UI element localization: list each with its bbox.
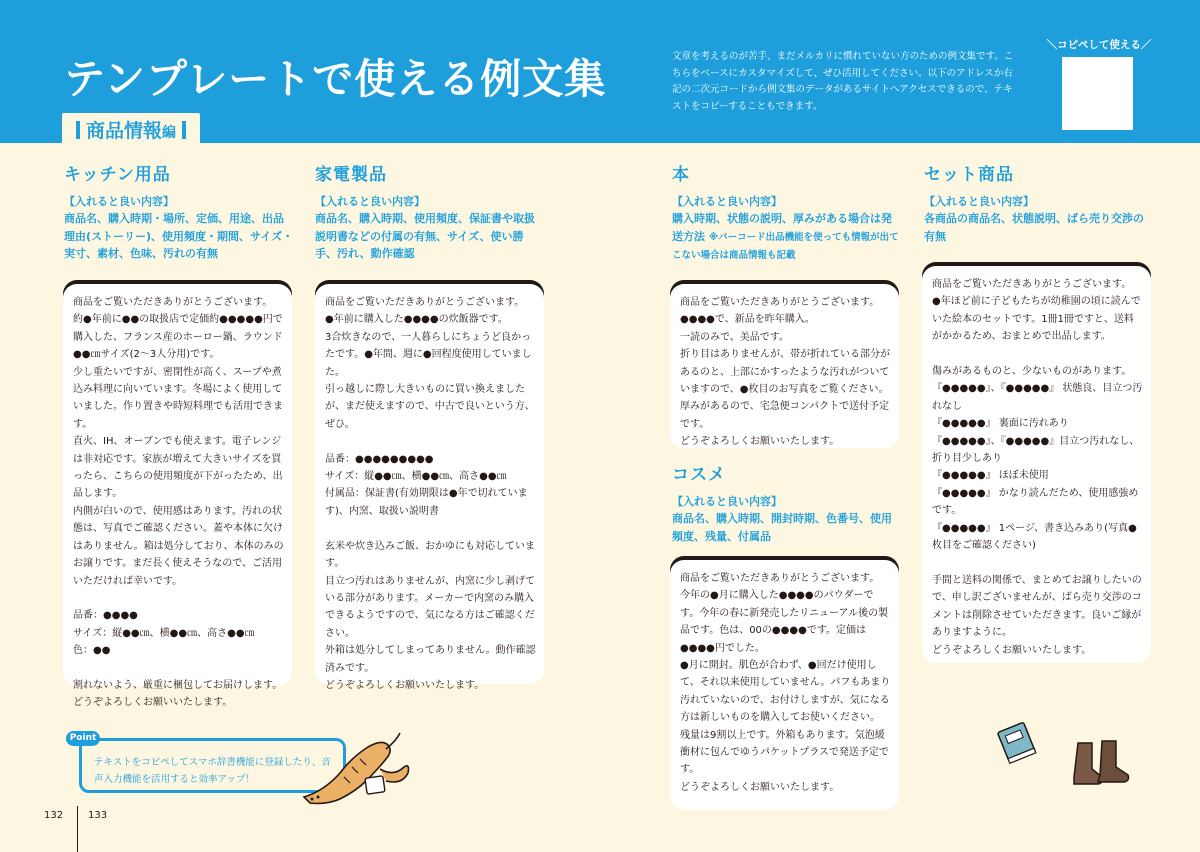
set-req-label: 【入れると良い内容】 [924,195,1034,208]
copy-label: ＼コピペして使える／ [1046,39,1152,51]
book-illustration [994,718,1040,764]
point-text: テキストをコピペしてスマホ辞書機能に登録したり、音声入力機能を活用すると効率アップ！ [94,757,331,785]
intro-text: 文章を考えるのが苦手、まだメルカリに慣れていない方のための例文集です。こちらをベースにカスタマイズして、ぜひ活用してください。以下のアドレスか右記の二次元コードから例文集のデータがあるサイトへアクセスできるので、テキストをコピーすることもできます。 [672,51,1014,112]
book-example-text: 商品をご覧いただきありがとうございます。 ●●●●で、新品を昨年購入。 一読のみで、美品です。 折り目はありませんが、帯が折れている部分があるのと、上部にかすったような汚れがついていますので、●枚目のお写真をご覧ください。厚みがあるので、宅急便コンパクトで送付予定です。 どうぞよろしくお願いいたします。 [680,297,890,448]
book-req-label: 【入れると良い内容】 [672,195,782,208]
set-title: セット商品 [924,165,1014,185]
appliance-example-card [315,284,544,691]
book-req-note: ※バーコード出品機能を使っても情報が出てこない場合は商品情報も記載 [672,231,899,261]
appliance-section [315,160,545,263]
set-section [924,160,1154,245]
subtitle-bar-left [76,121,80,139]
book-title: 本 [672,165,690,185]
kitchen-section [64,160,294,263]
kitchen-req-text: 商品名、購入時期・場所、定価、用途、出品理由(ストーリー)、使用頻度・期間、サイズ・実寸、素材、色味、汚れの有無 [64,212,294,260]
boots-illustration [1070,739,1132,789]
stretching-cat-illustration [296,729,421,809]
cosme-example-card [670,560,899,810]
section-subtitle [62,113,200,143]
subtitle-text: 商品情報 [86,120,163,142]
page-divider [77,806,78,852]
set-example-text: 商品をご覧いただきありがとうございます。 ●年ほど前に子どもたちが幼稚園の頃に読んでいた絵本のセットです。1冊1冊ですと、送料がかかるため、おまとめで出品します。 傷みがあるものと、少ないものがあります。 『●●●●●』、『●●●●●』 状態良、目立つ汚れなし 『●●●●●』 裏面に汚れあり 『●●●●●』、『●●●●●』目立つ汚れなし、折り目少しあり 『●●●●●』 ほぼ未使用 『●●●●●』 かなり読んだため、使用感強めです。 『●●●●●』 1ページ、書き込みあり(写真●枚目をご確認ください) 手間と送料の関係で、まとめてお譲りしたいので、申し訳ございませんが、ばら売り交渉のコメントは削除させていただきます。良いご縁がありますように。 どうぞよろしくお願いいたします。 [932,279,1143,656]
cosme-example-text: 商品をご覧いただきありがとうございます。 今年の●月に購入した●●●●のパウダーです。今年の春に新発売したリニューアル後の製品です。色は、00の●●●●です。定価は●●●●円でした。 ●月に開封。肌色が合わず、●回だけ使用して、それ以来使用していません。パフもあまり汚れていないので、お付けしますが、気になる方は新しいものを購入してお使いください。 残量は9割以上です。外箱もあります。気泡緩衝材に包んでゆうパケットプラスで発送予定です。 どうぞよろしくお願いいたします。 [680,573,891,793]
qr-code-placeholder [1062,57,1133,130]
page-number-right: 133 [88,810,108,821]
appliance-example-text: 商品をご覧いただきありがとうございます。 ●年前に購入した●●●●の炊飯器です。 3合炊きなので、一人暮らしにちょうど良かったです。●年間、週に●回程度使用していました。 引っ越しに際し大きいものに買い換えましたが、まだ使えますので、中古で良いという方、ぜひ。 品番：●●●●●●●●● サイズ：縦●●㎝、横●●㎝、高さ●●㎝ 付属品：保証書(有効期限は●年で切れています)、内窯、取扱い説明書 玄米や炊き込みご飯、おかゆにも対応しています。 目立つ汚れはありませんが、内窯に少し剥げている部分があります。メーカーで内窯のみ購入できるようですので、気になる方はご確認ください。 外箱は処分してしまってありません。動作確認済みです。 どうぞよろしくお願いいたします。 [325,297,536,691]
set-req-text: 各商品の商品名、状態説明、ばら売り交渉の有無 [924,212,1144,243]
point-badge: Point [66,731,100,746]
book-section [672,160,900,265]
appliance-req-text: 商品名、購入時期、使用頻度、保証書や取扱説明書などの付属の有無、サイズ、使い勝手、汚れ、動作確認 [315,212,535,260]
kitchen-title: キッチン用品 [64,165,171,185]
cosme-title: コスメ [672,465,726,485]
cosme-section [672,460,900,545]
appliance-title: 家電製品 [315,165,387,185]
subtitle-suffix: 編 [162,125,177,141]
book-req-text [672,210,900,265]
page-title: テンプレートで使える例文集 [64,55,607,103]
book-example-card [670,284,899,448]
kitchen-example-card [63,284,292,709]
book-req-main: 購入時期、状態の説明、厚みがある場合は発送方法 [672,212,892,243]
appliance-req-label: 【入れると良い内容】 [315,195,425,208]
kitchen-req-label: 【入れると良い内容】 [64,195,174,208]
cosme-req-label: 【入れると良い内容】 [672,495,782,508]
page-number-left: 132 [44,810,64,821]
set-example-card [922,266,1151,663]
kitchen-example-text: 商品をご覧いただきありがとうございます。 約●年前に●●の取扱店で定価約●●●●●円で購入した、フランス産のホーロー鍋、ラウンド●●㎝サイズ(2～3人分用)です。 少し重たいですが、密閉性が高く、スープや煮込み料理に向いています。冬場によく使用していました。作り置きや時短料理でも活用できます。 直火、IH、オーブンでも使えます。電子レンジは非対応です。家族が増えて大きいサイズを買ったら、こちらの使用頻度が下がったため、出品します。 内側が白いので、使用感はあります。汚れの状態は、写真でご確認ください。蓋や本体に欠けはありません。箱は処分しており、本体のみのお譲りです。まだ長く使えそうなので、ご活用いただければ幸いです。 品番：●●●● サイズ：縦●●㎝、横●●㎝、高さ●●㎝ 色：●● 割れないよう、厳重に梱包してお届けします。どうぞよろしくお願いいたします。 [73,297,284,709]
cosme-req-text: 商品名、購入時期、開封時期、色番号、使用頻度、残量、付属品 [672,512,892,543]
subtitle-bar-right [182,121,186,139]
